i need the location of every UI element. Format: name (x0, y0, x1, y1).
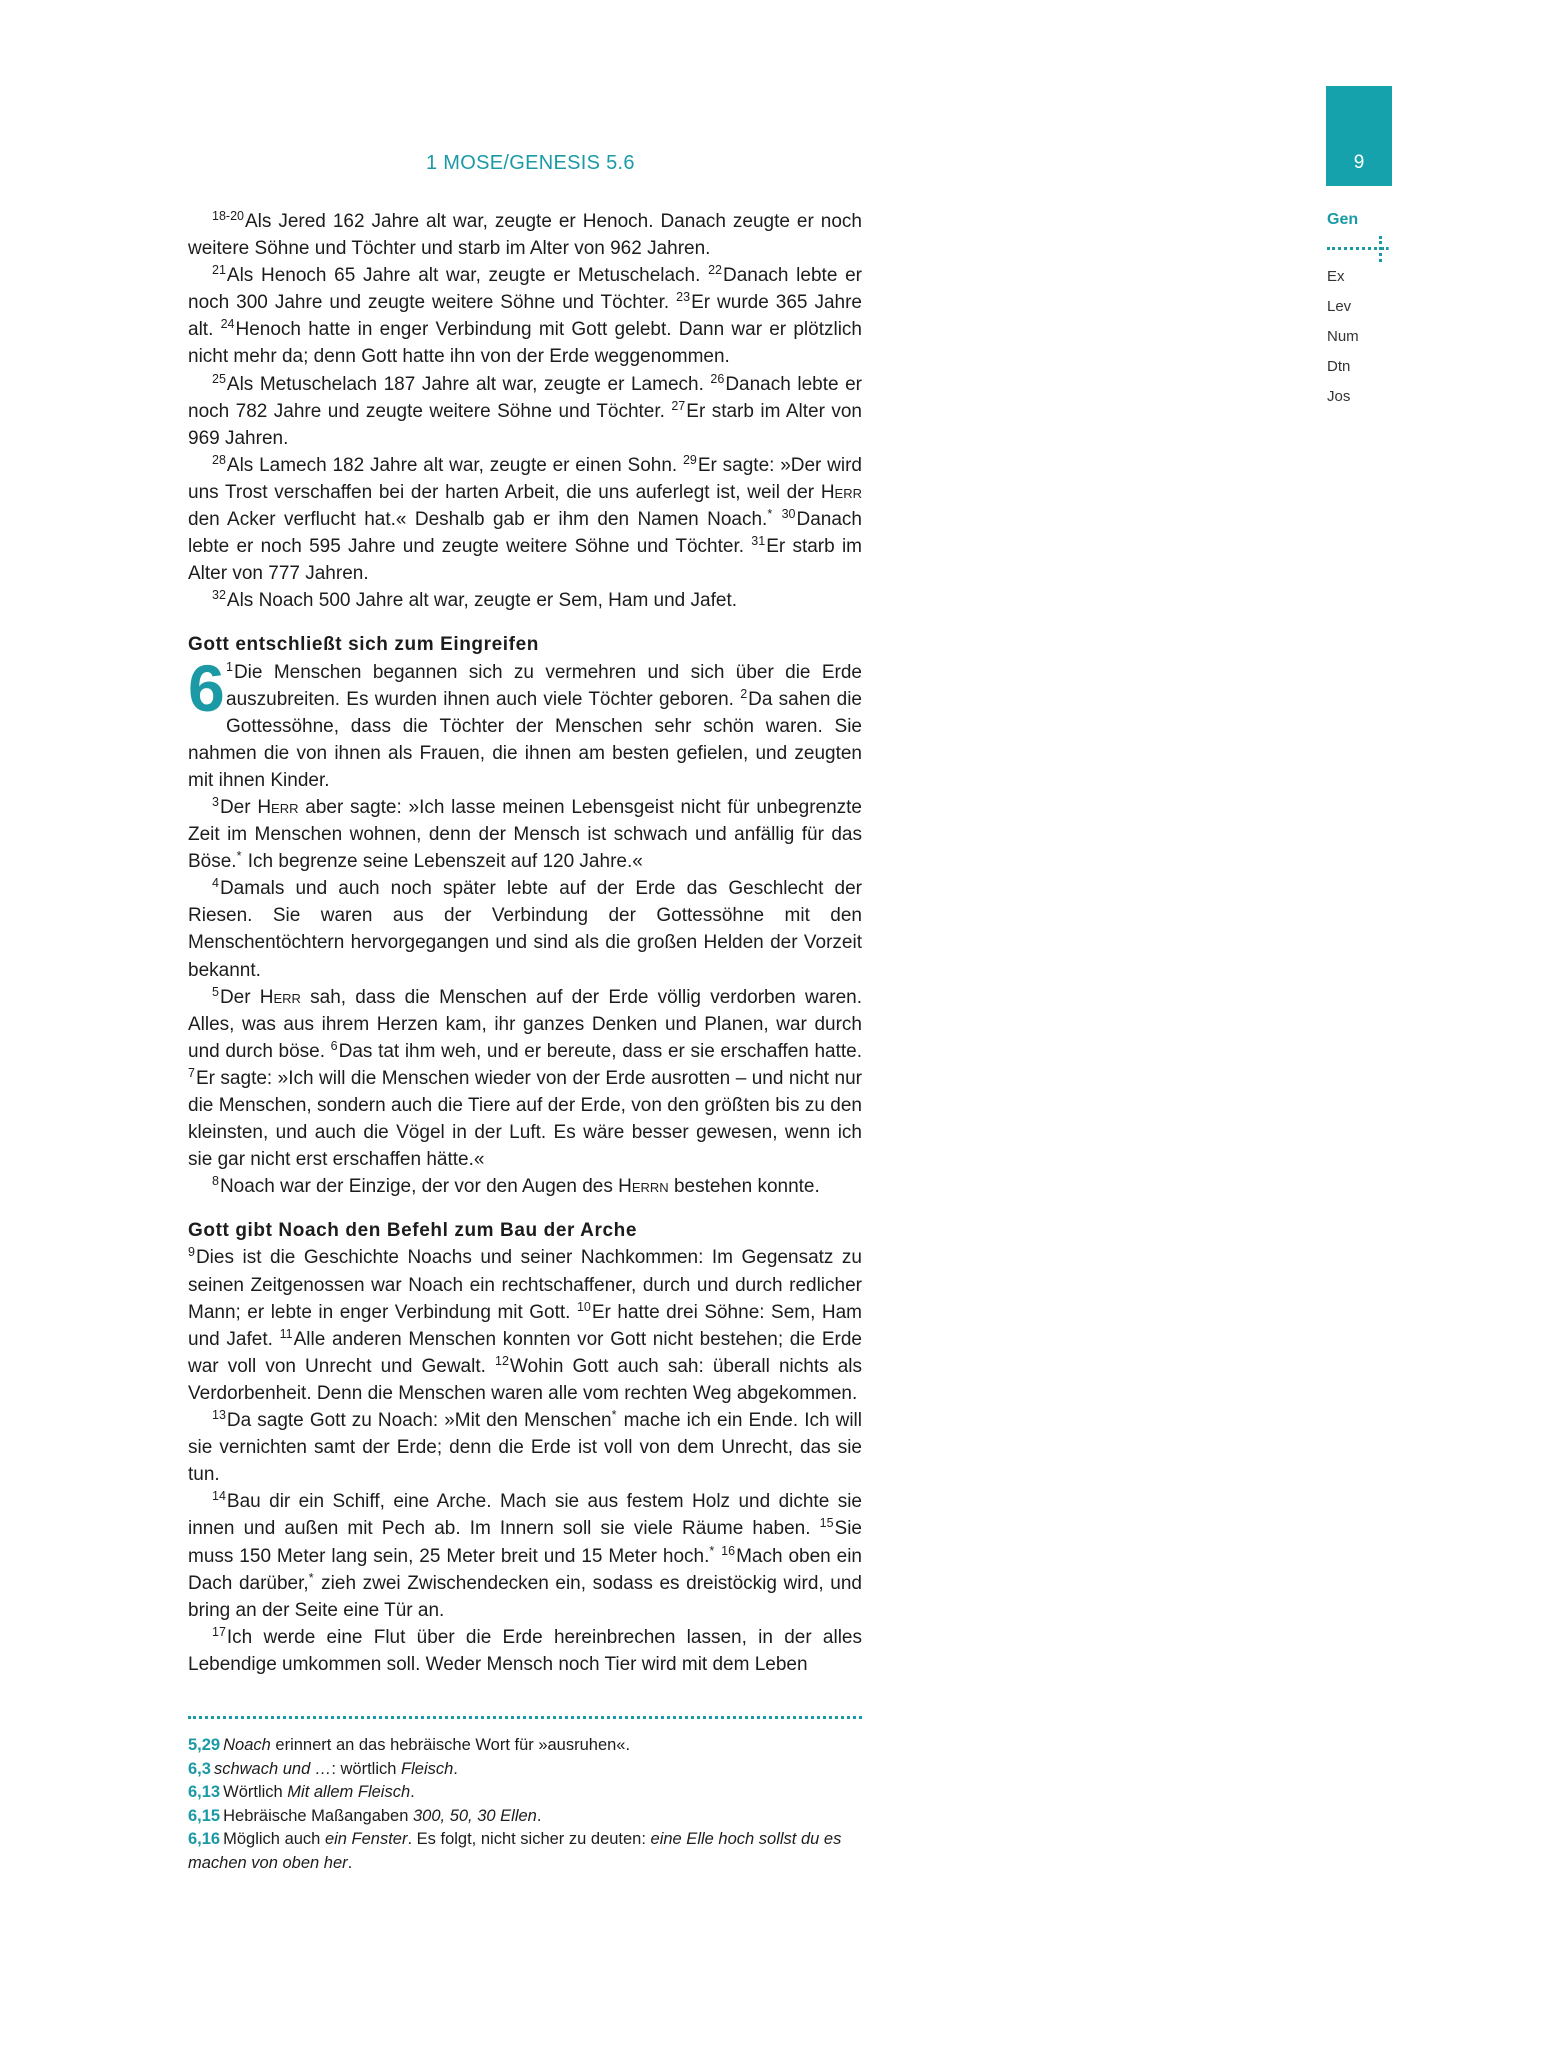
footnote-marker[interactable]: * (308, 1570, 314, 1585)
paragraph: $^{21}$Als Henoch 65 Jahre alt war, zeugte er Metuschelach. $^{22}$Danach lebte er noch 300 Jahre und zeugte weitere Söhne und Töchter. $^{23}$Er wurde 365 Jahre alt. $^{24}$Henoch hatte in enger Verbindung mit Gott gelebt. Dann war er plötzlich nicht mehr da; denn Gott hatte ihn von der Erde weggenommen. (188, 263, 863, 368)
book-nav-item-num[interactable]: Num (1327, 328, 1359, 345)
footnote-marker[interactable]: * (767, 507, 773, 522)
footnote: 6,16 Möglich auch ein Fenster. Es folgt, nicht sicher zu deuten: eine Elle hoch sollst du es machen von oben her. (188, 1830, 842, 1872)
footnotes (188, 1734, 862, 1875)
footnote-marker[interactable]: * (611, 1408, 617, 1423)
footnote: 6,15 Hebräische Maßangaben 300, 50, 30 Ellen. (188, 1806, 542, 1825)
footnote: 5,29 Noach erinnert an das hebräische Wort für »ausruhen«. (188, 1736, 631, 1754)
footnote-marker[interactable]: * (709, 1543, 715, 1558)
book-navigation (1327, 210, 1407, 412)
footnote-separator (188, 1716, 862, 1719)
book-nav-item-jos[interactable]: Jos (1327, 388, 1351, 405)
paragraph: $^3$Der Herr aber sagte: »Ich lasse meinen Lebensgeist nicht für unbegrenzte Zeit im Menschen wohnen, denn der Mensch ist schwach und anfällig für das Böse.* Ich begrenze seine Lebenszeit auf 120 Jahre.« (188, 794, 862, 873)
section-heading: Gott gibt Noach den Befehl zum Bau der Arche (188, 1220, 638, 1242)
book-nav-current[interactable]: Gen (1327, 211, 1359, 228)
paragraph: $^4$Damals und auch noch später lebte auf der Erde das Geschlecht der Riesen. Sie waren aus der Verbindung der Gottessöhne mit den Menschentöchtern hervorgegangen und sind als die großen Helden der Vorzeit bekannt. (188, 876, 862, 981)
footnote: 6,13 Wörtlich Mit allem Fleisch. (188, 1783, 415, 1801)
page-number: 9 (1353, 152, 1365, 173)
paragraph: $^{17}$Ich werde eine Flut über die Erde hereinbrechen lassen, in der alles Lebendige umkommen soll. Weder Mensch noch Tier wird mit dem Leben (188, 1624, 862, 1675)
dotted-marker-icon (1327, 236, 1387, 262)
paragraph: $^{25}$Als Metuschelach 187 Jahre alt war, zeugte er Lamech. $^{26}$Danach lebte er noch 782 Jahre und zeugte weitere Söhne und Töchter. $^{27}$Er starb im Alter von 969 Jahren. (188, 371, 862, 449)
chapter-number: 6 (188, 650, 225, 725)
book-nav-item-dtn[interactable]: Dtn (1327, 358, 1351, 375)
paragraph: $^{13}$Da sagte Gott zu Noach: »Mit den Menschen* mache ich ein Ende. Ich will sie vernichten samt der Erde; denn die Erde ist voll von dem Unrecht, das sie tun. (188, 1408, 862, 1486)
paragraph: $^{32}$Als Noach 500 Jahre alt war, zeugte er Sem, Ham und Jafet. (212, 588, 738, 612)
page-number-tab (1326, 86, 1392, 186)
paragraph: $^{14}$Bau dir ein Schiff, eine Arche. Mach sie aus festem Holz und dichte sie innen und außen mit Pech ab. Im Innern soll sie viele Räume haben. $^{15}$Sie muss 150 Meter lang sein, 25 Meter breit und 15 Meter hoch.* $^{16}$Mach oben ein Dach darüber,* zieh zwei Zwischendecken ein, sodass es dreistöckig wird, und bring an der Seite eine Tür an. (188, 1489, 862, 1621)
paragraph: $^{18-20}$Als Jered 162 Jahre alt war, zeugte er Henoch. Danach zeugte er noch weitere Söhne und Töchter und starb im Alter von 962 Jahren. (188, 209, 862, 260)
book-nav-item-ex[interactable]: Ex (1327, 268, 1345, 285)
paragraph: $^{28}$Als Lamech 182 Jahre alt war, zeugte er einen Sohn. $^{29}$Er sagte: »Der wird uns Trost verschaffen bei der harten Arbeit, die uns auferlegt ist, weil der Herr den Acker verflucht hat.« Deshalb gab er ihm den Namen Noach.* $^{30}$Danach lebte er noch 595 Jahre und zeugte weitere Söhne und Töchter. $^{31}$Er starb im Alter von 777 Jahren. (188, 452, 863, 585)
paragraph: $^5$Der Herr sah, dass die Menschen auf der Erde völlig verdorben waren. Alles, was aus ihrem Herzen kam, ihr ganzes Denken und Planen, war durch und durch böse. $^6$Das tat ihm weh, und er bereute, dass er sie erschaffen hatte. $^7$Er sagte: »Ich will die Menschen wieder von der Erde ausrotten – und nicht nur die Menschen, sondern auch die Tiere auf der Erde, von den größten bis zu den kleinsten, und auch die Vögel in der Luft. Es wäre besser gewesen, wenn ich sie gar nicht erst erschaffen hätte.« (188, 984, 862, 1171)
footnote-marker[interactable]: * (236, 849, 242, 864)
book-nav-item-lev[interactable]: Lev (1327, 298, 1352, 315)
paragraph: $^9$Dies ist die Geschichte Noachs und seiner Nachkommen: Im Gegensatz zu seinen Zeitgenossen war Noach ein rechtschaffener, durch und durch redlicher Mann; er lebte in enger Verbindung mit Gott. $^{10}$Er hatte drei Söhne: Sem, Ham und Jafet. $^{11}$Alle anderen Menschen konnten vor Gott nicht bestehen; die Erde war voll von Unrecht und Gewalt. $^{12}$Wohin Gott auch sah: überall nichts als Verdorbenheit. Denn die Menschen waren alle vom rechten Weg abgekommen. (188, 1245, 863, 1404)
footnote: 6,3 schwach und …: wörtlich Fleisch. (188, 1759, 458, 1778)
paragraph: $^8$Noach war der Einzige, der vor den Augen des Herrn bestehen konnte. (212, 1174, 820, 1198)
running-head: 1 MOSE/GENESIS 5.6 (426, 152, 635, 174)
main-text-column (188, 208, 862, 1678)
section-heading: Gott entschließt sich zum Eingreifen (188, 634, 539, 656)
paragraph: 6 $^1$Die Menschen begannen sich zu vermehren und sich über die Erde auszubreiten. Es wurden ihnen auch viele Töchter geboren. $^2$Da sahen die Gottessöhne, dass die Töchter der Menschen sehr schön waren. Sie nahmen die von ihnen als Frauen, die ihnen am besten gefielen, und zeugten mit ihnen Kinder. (188, 650, 862, 791)
